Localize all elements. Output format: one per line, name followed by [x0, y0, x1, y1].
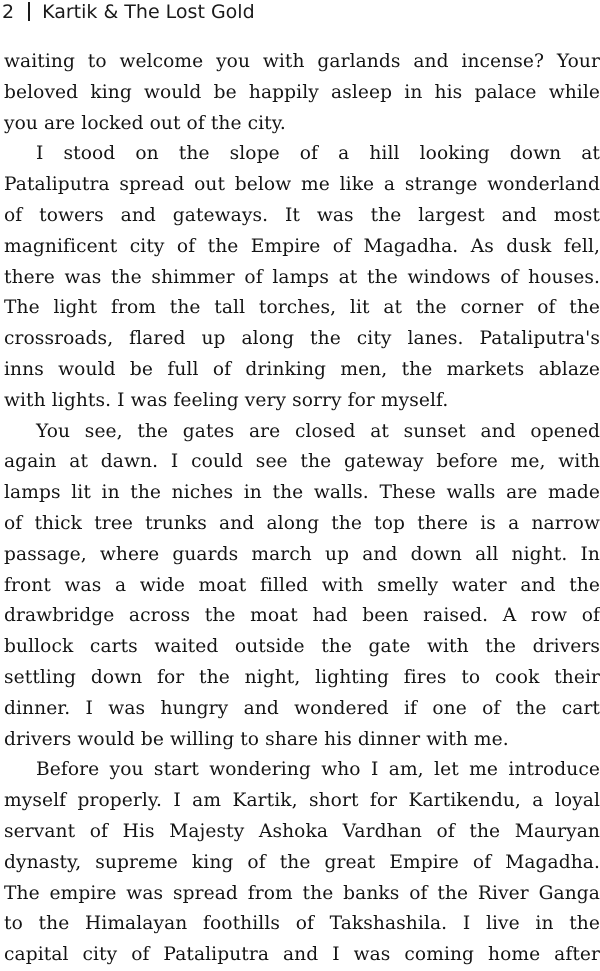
text-line: of towers and gateways. It was the largest and most — [4, 204, 600, 226]
text-line: dinner. I was hungry and wondered if one of the cart — [4, 697, 600, 719]
text-line: Before you start wondering who I am, let me introduce — [36, 759, 600, 781]
book-title: Kartik & The Lost Gold — [42, 1, 255, 23]
text-line: dynasty, supreme king of the great Empire of Magadha. — [4, 851, 600, 873]
text-line: there was the shimmer of lamps at the windows of houses. — [4, 266, 600, 288]
text-line: drawbridge across the moat had been raised. A row of — [4, 605, 600, 627]
text-line: magnificent city of the Empire of Magadha. As dusk fell, — [4, 235, 600, 257]
text-line: The light from the tall torches, lit at the corner of the — [4, 297, 600, 319]
text-line: settling down for the night, lighting fires to cook their — [4, 666, 600, 688]
body-text — [4, 47, 600, 971]
text-line: you are locked out of the city. — [4, 112, 286, 134]
text-line: passage, where guards march up and down all night. In — [4, 543, 600, 565]
text-line: front was a wide moat filled with smelly water and the — [4, 574, 600, 596]
text-line: again at dawn. I could see the gateway before me, with — [4, 451, 600, 473]
text-line: lamps lit in the niches in the walls. These walls are made — [4, 482, 600, 504]
text-line: capital city of Pataliputra and I was coming home after — [4, 944, 600, 966]
header-separator — [28, 2, 30, 21]
text-line: inns would be full of drinking men, the markets ablaze — [4, 358, 600, 380]
text-line: myself properly. I am Kartik, short for Kartikendu, a loyal — [4, 790, 600, 812]
text-line: drivers would be willing to share his dinner with me. — [4, 728, 509, 750]
text-line: You see, the gates are closed at sunset and opened — [36, 420, 600, 442]
text-line: to the Himalayan foothills of Takshashila. I live in the — [4, 913, 600, 935]
text-line: beloved king would be happily asleep in his palace while — [4, 81, 600, 103]
running-head — [2, 0, 255, 24]
page-number: 2 — [2, 1, 15, 23]
text-line: Pataliputra spread out below me like a strange wonderland — [4, 174, 600, 196]
text-line: bullock carts waited outside the gate with the drivers — [4, 636, 600, 658]
text-line: servant of His Majesty Ashoka Vardhan of the Mauryan — [4, 820, 600, 842]
text-line: The empire was spread from the banks of the River Ganga — [4, 882, 600, 904]
text-line: with lights. I was feeling very sorry for myself. — [4, 389, 449, 411]
text-line: of thick tree trunks and along the top there is a narrow — [4, 512, 600, 534]
text-line: crossroads, flared up along the city lanes. Pataliputra's — [4, 328, 600, 350]
text-line: waiting to welcome you with garlands and incense? Your — [4, 51, 600, 72]
text-line: I stood on the slope of a hill looking down at — [36, 143, 600, 165]
